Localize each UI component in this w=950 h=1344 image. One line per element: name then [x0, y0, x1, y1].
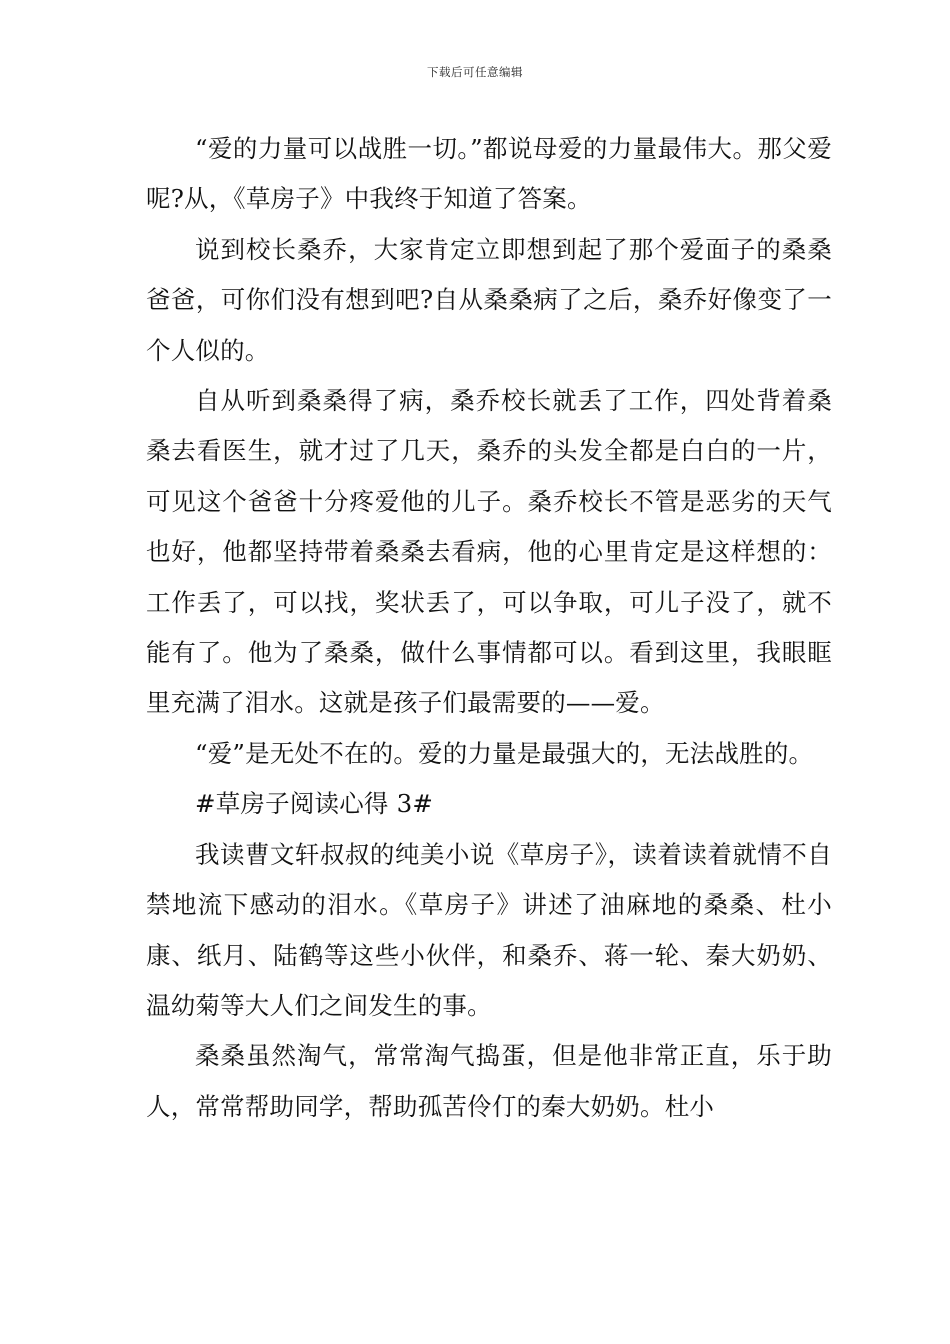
paragraph-6: 桑桑虽然淘气，常常淘气捣蛋，但是他非常正直，乐于助人，常常帮助同学，帮助孤苦伶仃的秦大奶奶。杜小: [146, 1041, 832, 1121]
paragraph-5: 我读曹文轩叔叔的纯美小说《草房子》，读着读着就情不自禁地流下感动的泪水。《草房子》讲述了油麻地的桑桑、杜小康、纸月、陆鹤等这些小伙伴，和桑乔、蒋一轮、秦大奶奶、温幼菊等大人们之间发生的事。: [146, 839, 832, 1020]
document-body: [146, 124, 832, 1132]
paragraph-3: 自从听到桑桑得了病，桑乔校长就丢了工作，四处背着桑桑去看医生，就才过了几天，桑乔的头发全都是白白的一片，可见这个爸爸十分疼爱他的儿子。桑乔校长不管是恶劣的天气也好，他都坚持带着桑桑去看病，他的心里肯定是这样想的：工作丢了，可以找，奖状丢了，可以争取，可儿子没了，就不能有了。他为了桑桑，做什么事情都可以。看到这里，我眼眶里充满了泪水。这就是孩子们最需要的——爱。: [146, 386, 832, 718]
paragraph-1: “爱的力量可以战胜一切。”都说母爱的力量最伟大。那父爱呢?从，《草房子》中我终于知道了答案。: [146, 134, 832, 214]
paragraph-4: “爱”是无处不在的。爱的力量是最强大的，无法战胜的。: [195, 738, 814, 768]
paragraph-2: 说到校长桑乔，大家肯定立即想到起了那个爱面子的桑桑爸爸，可你们没有想到吧?自从桑桑病了之后，桑乔好像变了一个人似的。: [146, 234, 832, 365]
section-heading: #草房子阅读心得 3#: [195, 789, 434, 819]
header-note: 下载后可任意编辑: [427, 65, 523, 79]
